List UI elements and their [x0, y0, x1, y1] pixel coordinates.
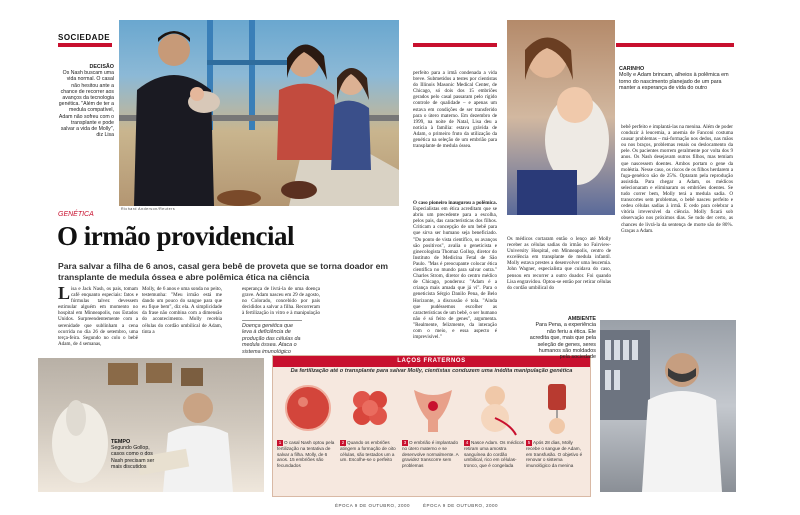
- carinho-caption-text: Molly e Adam brincam, alheios à polêmica em torno do nascimento planejado de um para manter a esperança de vida do outro: [619, 72, 729, 92]
- body-col-1: [58, 286, 138, 346]
- step-2-text: 2 Quando os embriões atingem a formação de oito células, são testados um a um. Escolhe-se o perfeito: [340, 440, 396, 463]
- ambiente-caption-title: AMBIENTE: [567, 316, 596, 322]
- pull-quote: Doença genética que leva à deficiência de produção das células da medula óssea. Ataca o sistema imunológico: [242, 320, 302, 355]
- step-1-egg-illustration: [279, 380, 337, 436]
- ambiente-caption-text: Para Pena, a experiência não feriu a ética. Ele acredita que, mais que pela seleção de genes, seres humanos são moldados pela sociedade: [529, 322, 596, 361]
- right-body-col-2-text: bebê perfeito e implantá-las na menina. Além de poder conduzir à leucemia, a anemia de Fanconi costuma causar problemas – má-formação nos dedos, nas mãos ou nos braços, problemas renais ou deslocamento da pele. Os pacientes morrem geralmente por volta dos 9 anos. Os Nash desejavam outros filhos, mas temiam que nascessem doentes. Ambos portam o gene da moléstia. Nesse caso, os riscos de os filhos herdarem a fuga-genético são de 25%. Optaram pela reprodução assistida. Para chegar a Adam, os médicos selecionaram e eliminaram os embriões doentes. Se tudo correr bem, Molly terá a medula sadia. O transcortes sem problemas, o bebê nasceu perfeito e cedeu células sadias à irmã. E cedo para celebrar a vitória irreversível da ciência. Molly ficará sob observação nos próximos dias. Se tudo der certo, as chances de livrá-la da sentença de morte são de 80%.: [621, 124, 733, 228]
- tempo-photo: [38, 358, 264, 492]
- body-col-4: perfeito para a irmã condenada a vida breve. Submetidos a testes por cientistas do Illinois Masonic Medical Center, de Chicago, só dois dos 15 embriões gerados pelo casal passaram pelo rígido controle de qualidade – e apenas um estava em condições de ser transferido para o útero materno. Em dezembro de 1999, na noite de Natal, Lisa deu a notícia à família: estava grávida de Adam, o primeiro fruto da utilização da genética na seleção de um embrião para transplante de medula óssea.: [413, 70, 497, 150]
- tempo-caption: [111, 439, 161, 470]
- kids-photo: [507, 20, 615, 215]
- body-col-4b: [413, 200, 497, 350]
- step-4-text: 4 Nasce Adam. Os médicos retiram uma amostra sanguínea do cordão umbilical, rico em células-tronco, que é congelada: [464, 440, 524, 468]
- photo-credit: Richard Anderson/Reuters: [121, 207, 176, 211]
- right-footer: ÉPOCA 9 DE OUTUBRO, 2000: [423, 503, 499, 508]
- ambiente-caption: [528, 316, 596, 361]
- tempo-caption-text: Segundo Gollop, casos como o dos Nash precisam ser mais discutidos: [111, 445, 155, 470]
- decisao-caption: [58, 64, 114, 138]
- carinho-caption: [619, 66, 729, 92]
- step-5-text: 5 Após 28 dias, Molly recebe o sangue de Adam, em transfusão. O objetivo é renovar o sistema imunológico da menina: [526, 440, 583, 468]
- tempo-caption-title: TEMPO: [111, 439, 131, 445]
- lab-photo: [600, 320, 736, 492]
- decisao-caption-title: DECISÃO: [89, 64, 114, 70]
- step-1-text: 1 O casal Nash optou pela fertilização na tentativa de salvar a filha. Molly, de 6 anos. 15 embriões são fecundados: [277, 440, 335, 468]
- decisao-caption-text: Os Nash buscam uma vida normal. O casal não hesitou ante a chance de recorrer aos avanços da tecnologia genética. "Além de ter a medula compatível, Adam não sofreu com o transplante e pode salvar a vida de Molly", diz Lisa: [58, 70, 114, 139]
- section-rule-3: [616, 43, 734, 47]
- section-rule-2: [413, 43, 497, 47]
- kicker: GENÉTICA: [58, 211, 94, 218]
- body-col-4-lead: O caso pioneiro inaugurou a polêmica.: [413, 200, 497, 206]
- side-credit: [404, 170, 410, 210]
- right-body-col-2-end: Graças a Adam.: [621, 227, 654, 234]
- section-label: SOCIEDADE: [58, 33, 111, 42]
- step-5-transfusion-illustration: [528, 380, 586, 436]
- col-3-spacer: [304, 318, 320, 338]
- right-body-col-2: [621, 124, 733, 262]
- section-rule: [58, 43, 112, 47]
- drop-cap: L: [58, 286, 71, 303]
- body-col-2: Molly, de 6 anos e uma sonda no peito, testemunha: "Meu irmão está me dando um pouco do sangue para que eu fique bem", diz ela. A simplicidade da frase não combina com a dimensão do acontecimento. Molly recebia células do cordão umbilical de Adam, tinta a: [142, 286, 222, 335]
- step-3-uterus-illustration: [404, 380, 462, 436]
- infographic-subtitle: Da fertilização até o transplante para salvar Molly, cientistas conduzem uma inédita manipulação genética: [290, 368, 573, 374]
- right-body-col-1: Os médicos cortaram então o lenço até Molly receber as células sadias do irmão no Fairview-University Hospital, em Minneapolis, centro de excelência em transplante de medula infantil. Molly estava prestes a desenvolver uma leucemia. John Wagner, especialista que cuidava do caso, pensou em recorrer a outro doador. Foi quando Lisa engravidou. Optou-se então por retirar células do cordão umbilical do: [507, 236, 611, 291]
- body-col-3: esperança de livrá-la de uma doença grave. Adam nasceu em 29 de agosto, no Colorado, concebido por pais decididos a salvar a filha. Recorreram à fertilização in vitro e à manipulação: [242, 286, 320, 316]
- infographic-title: LAÇOS FRATERNOS: [273, 356, 590, 367]
- headline: O irmão providencial: [57, 221, 294, 251]
- carinho-caption-title: CARINHO: [619, 66, 645, 72]
- step-2-embryo-illustration: [342, 380, 400, 436]
- step-4-baby-illustration: [466, 380, 524, 436]
- family-photo: [119, 20, 399, 206]
- body-col-4-rest: Especialistas em ética acreditam que se abriu um precedente para a escolha, pelos pais, das características dos filhos. Criticam a concepção de um bebê para que sirva ser humano seja beneficiado. "Do ponto de vista científico, os avanços são positivos", avalia o geneticista e ginecologista Thomaz Gollop, diretor do Instituto de Medicina Fetal de São Paulo. "Mas é preocupante colocar ética científica no mundo para salvar outra." Charles Strom, diretor do centro médico de Chicago, ponderou: "Adam é a criança mais amada que já vi". Para o geneticista Sérgio Danilo Pena, de Belo Horizonte, a discussão é tola. "Ainda que pudéssemos escolher as características de um bebê, o ser humano não é só feito de genes", argumenta. "Realmente, felizmente, da interação com o meio, e essa aspecto é imprevisível.": [413, 206, 497, 341]
- deck: Para salvar a filha de 6 anos, casal gera bebê de proveta que se torna doador em transplante de medula óssea e abre polêmica ética na ciência: [58, 261, 389, 282]
- step-3-text: 3 O embrião é implantado no útero materno e se desenvolve normalmente. A gravidez transcorre sem problemas: [402, 440, 459, 468]
- left-footer: ÉPOCA 9 DE OUTUBRO, 2000: [335, 503, 411, 508]
- infographic-box: [272, 355, 591, 497]
- body-col-1-text: isa e Jack Nash, os pais, tomam café enquanto especiais: fatos e fórmulas talvez devessem estimular alguém em momento no hospital em Minneapolis, nos Estados Unidos. Surpreendentemente com a serenidade que sublinham a cena ocorrida no dia 26 de setembro, uma terça-feira. Segundo no colo o bebê Adam, de 4 semanas,: [58, 286, 138, 346]
